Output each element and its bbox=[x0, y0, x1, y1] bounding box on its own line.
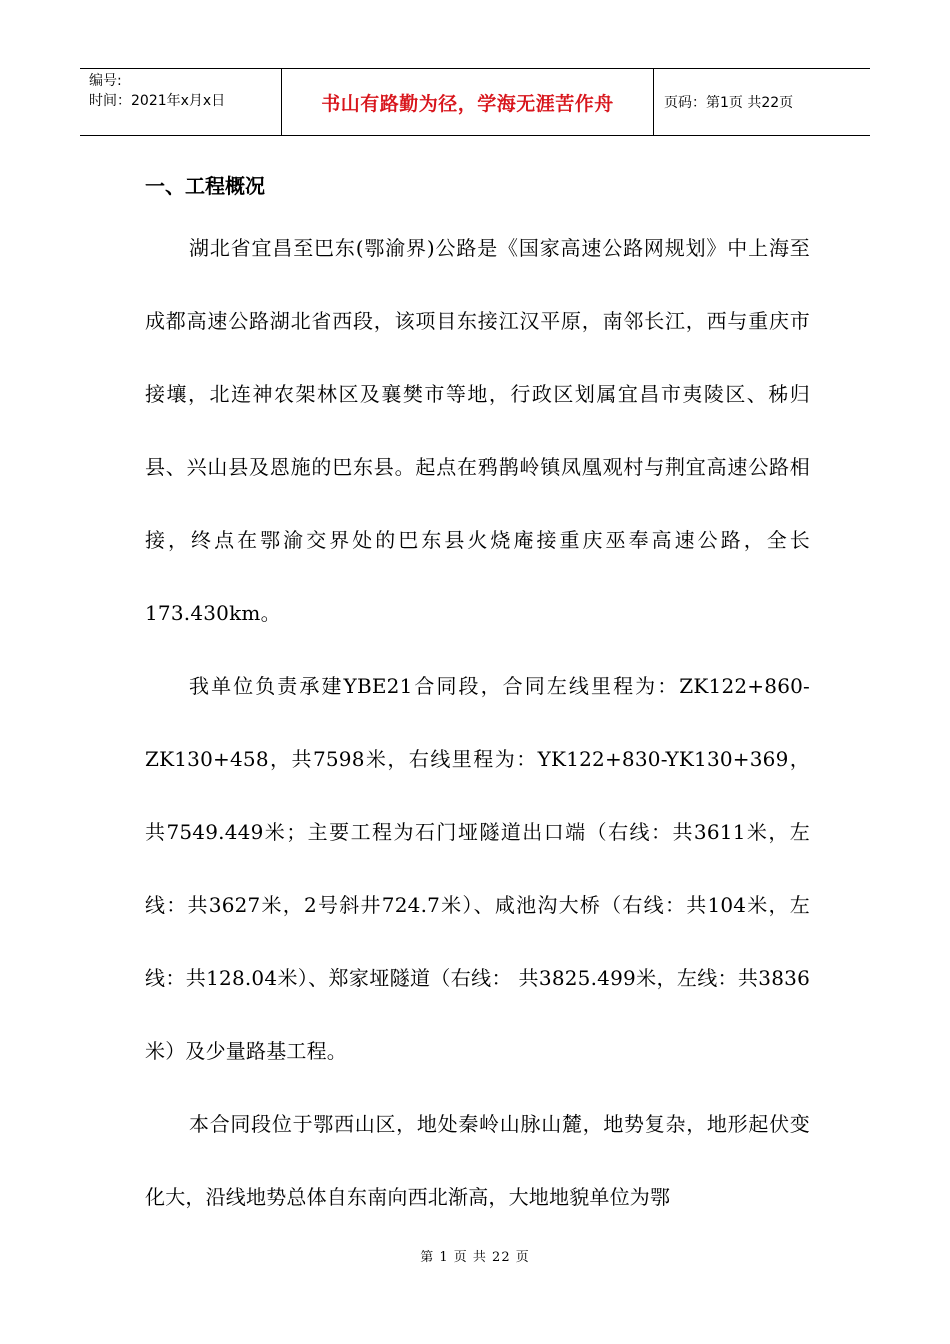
header-meta-cell bbox=[80, 69, 282, 135]
document-body bbox=[145, 160, 810, 1234]
header-page-cell bbox=[654, 69, 870, 135]
header-page-info: 页码：第1页 共22页 bbox=[664, 95, 794, 111]
paragraph-terrain: 本合同段位于鄂西山区，地处秦岭山脉山麓，地势复杂，地形起伏变化大，沿线地势总体自东南向西北渐高，大地地貌单位为鄂 bbox=[145, 1112, 810, 1209]
paragraph-project-overview: 湖北省宜昌至巴东(鄂渝界)公路是《国家高速公路网规划》中上海至成都高速公路湖北省西段，该项目东接江汉平原，南邻长江，西与重庆市接壤，北连神农架林区及襄樊市等地，行政区划属宜昌市夷陵区、秭归县、兴山县及恩施的巴东县。起点在鸦鹊岭镇凤凰观村与荆宜高速公路相接，终点在鄂渝交界处的巴东县火烧庵接重庆巫奉高速公路，全长173.430km。 bbox=[145, 236, 810, 625]
section-title: 一、工程概况 bbox=[145, 174, 265, 198]
header-motto-cell bbox=[282, 69, 654, 135]
paragraph-contract-section: 我单位负责承建YBE21合同段，合同左线里程为：ZK122+860-ZK130+458，共7598米，右线里程为：YK122+830-YK130+369，共7549.449米；主要工程为石门垭隧道出口端（右线：共3611米，左线：共3627米，2号斜井724.7米）、咸池沟大桥（右线：共104米，左线：共128.04米）、郑家垭隧道（右线： 共3825.499米，左线：共3836米）及少量路基工程。 bbox=[145, 674, 810, 1063]
document-number-label: 编号: bbox=[89, 73, 122, 89]
header-motto: 书山有路勤为径，学海无涯苦作舟 bbox=[321, 92, 614, 115]
page-header bbox=[80, 68, 870, 136]
document-date-label: 时间：2021年x月x日 bbox=[89, 93, 226, 109]
page-footer: 第 1 页 共 22 页 bbox=[420, 1250, 530, 1265]
